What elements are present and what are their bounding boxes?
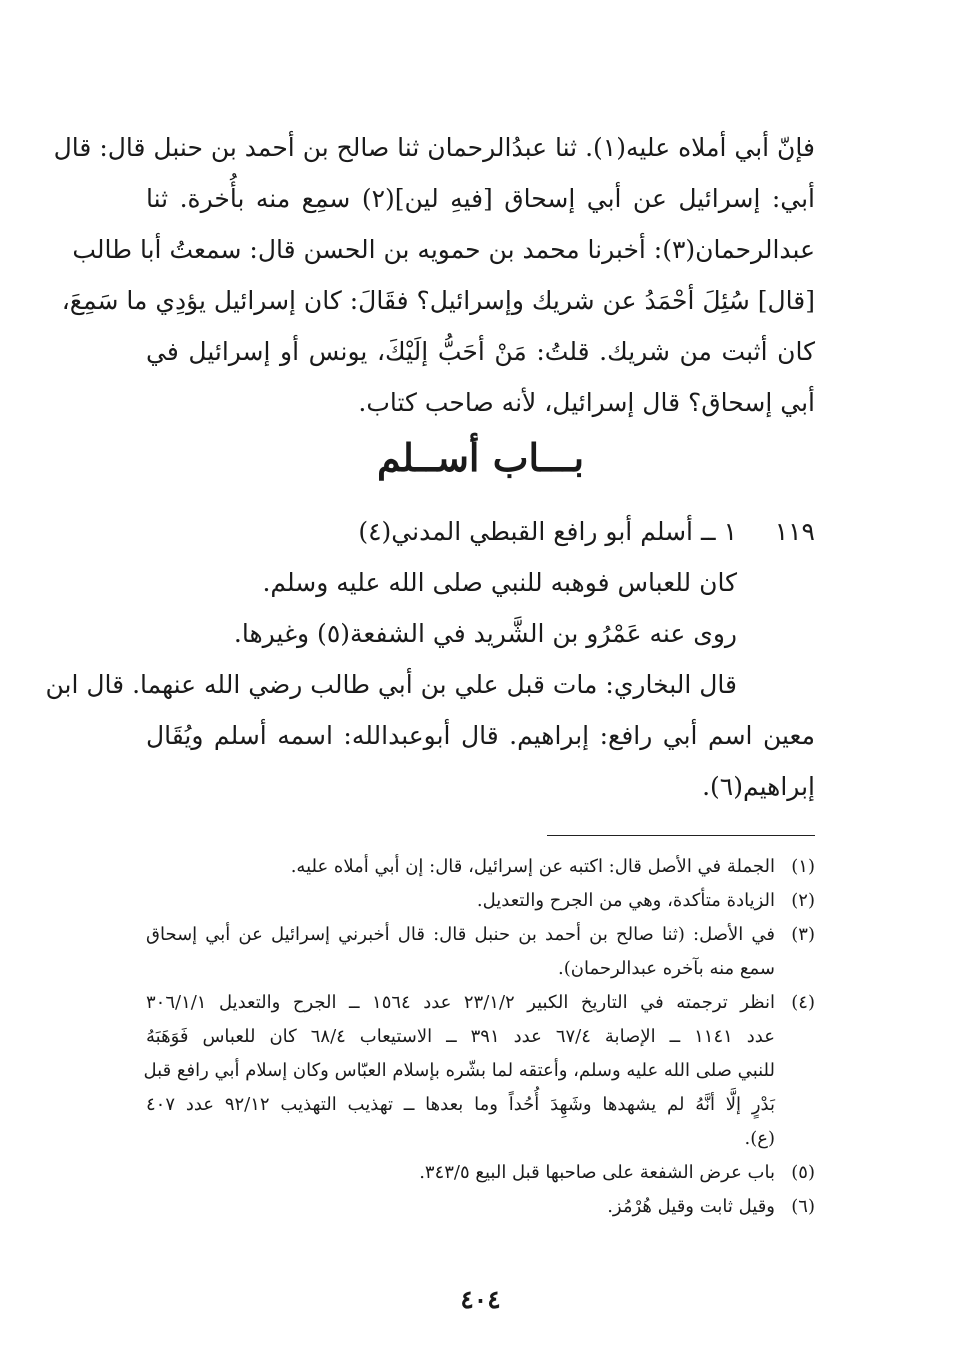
footnote-line: الزيادة متأكدة، وهي من الجرح والتعديل. xyxy=(476,890,775,911)
footnote-line: باب عرض الشفعة على صاحبها قبل البيع ٣٤٣/٥. xyxy=(419,1162,775,1183)
text-line: فإنّ أبي أملاه عليه(١). ثنا عبدُالرحمان ثنا صالح بن أحمد بن حنبل قال: قال xyxy=(53,133,815,162)
footnote-number: (٦) xyxy=(791,1196,815,1217)
entry-block xyxy=(45,506,815,812)
footnote xyxy=(146,918,815,986)
entry-line: كان للعباس فوهبه للنبي صلى الله عليه وسلم. xyxy=(262,568,737,597)
footnote xyxy=(143,986,815,1156)
footnote-number: (٥) xyxy=(791,1162,815,1183)
entry-number: ١١٩ xyxy=(774,517,815,546)
footnote-line: عدد ١١٤١ ــ الإصابة ٦٧/٤ عدد ٣٩١ ــ الاستيعاب ٦٨/٤ كان للعباس فَوَهَبَهُ xyxy=(146,1026,775,1047)
footnote xyxy=(146,1190,815,1224)
entry-line: إبراهيم(٦). xyxy=(702,772,815,801)
entry-title: ١ ــ أسلم أبو رافع القبطي المدني(٤) xyxy=(358,517,737,546)
footnote-line: بَدْرٍ إلَّا أنَّهُ لم يشهدها وشَهِدَ أُحُداً وما بعدها ــ تهذيب التهذيب ٩٢/١٢ عدد ٤٠٧ xyxy=(146,1094,775,1115)
footnote-number: (٤) xyxy=(791,992,815,1013)
text-line: أبي: إسرائيل عن أبي إسحاق [فيهِ لين](٢) سمِع منه بأُخرة. ثنا xyxy=(146,184,816,213)
footnote-line: وقيل ثابت وقيل هُرْمُز. xyxy=(607,1196,775,1217)
footnote-number: (٢) xyxy=(791,890,815,911)
page-number: ٤٠٤ xyxy=(460,1285,501,1314)
footnote-divider xyxy=(547,835,815,836)
text-line: كان أثبت من شريك. قلتُ: مَنْ أحَبُّ إلَيْكَ، يونس أو إسرائيل في xyxy=(146,337,815,366)
entry-header xyxy=(146,506,815,557)
footnote-line: (ع). xyxy=(744,1128,775,1149)
footnote-line: الجملة في الأصل قال: اكتبه عن إسرائيل، قال: إن أبي أملاه عليه. xyxy=(290,856,775,877)
footnote-line: في الأصل: (ثنا صالح بن أحمد بن حنبل قال: قال أخبرني إسرائيل عن أبي إسحاق xyxy=(146,924,775,945)
footnote xyxy=(146,1156,815,1190)
text-line: [قال] سُئِلَ أحْمَدُ عن شريك وإسرائيل؟ فقَالَ: كان إسرائيل يؤدِي ما سَمِعَ، xyxy=(61,286,815,315)
footnote xyxy=(146,884,815,918)
footnote-number: (١) xyxy=(791,856,815,877)
footnote xyxy=(146,850,815,884)
footnote-line: للنبي صلى الله عليه وسلم، وأعتقه لما بشّره بإسلام العبّاس وكان إسلام أبي رافع قبل xyxy=(143,1060,775,1081)
entry-line: معين اسم أبي رافع: إبراهيم. قال أبوعبدالله: اسمه أسلم ويُقَال xyxy=(146,721,815,750)
section-heading: بـــاب أســلم xyxy=(376,435,585,480)
footnote-line: انظر ترجمته في التاريخ الكبير ٢٣/١/٢ عدد ١٥٦٤ ــ الجرح والتعديل ٣٠٦/١/١ xyxy=(146,992,775,1013)
footnote-line: سمع منه بآخره عبدالرحمان). xyxy=(558,958,775,979)
intro-paragraph xyxy=(53,122,816,428)
footnote-number: (٣) xyxy=(791,924,815,945)
text-line: أبي إسحاق؟ قال إسرائيل، لأنه صاحب كتاب. xyxy=(358,388,815,417)
entry-line: قال البخاري: مات قبل علي بن أبي طالب رضي الله عنهما. قال ابن xyxy=(45,670,737,699)
footnotes xyxy=(143,850,815,1224)
text-line: عبدالرحمان(٣): أخبرنا محمد بن حمويه بن الحسن قال: سمعتُ أبا طالب xyxy=(72,235,815,264)
entry-line: روى عنه عَمْرُو بن الشَّريد في الشفعة(٥) وغيرها. xyxy=(233,619,737,648)
